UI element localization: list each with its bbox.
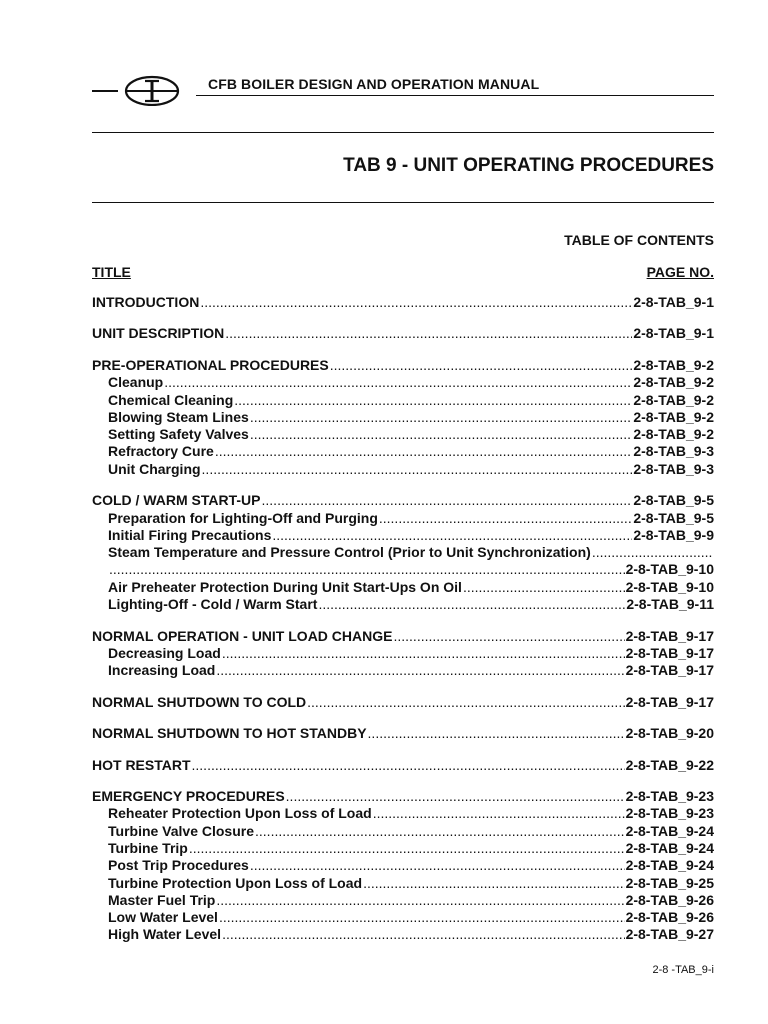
toc-entry-page: 2-8-TAB_9-24 (625, 839, 714, 856)
toc-dot-leader (330, 357, 633, 374)
toc-entry-title: EMERGENCY PROCEDURES (92, 788, 285, 805)
toc-entry-page: 2-8-TAB_9-23 (625, 788, 714, 805)
toc-entry-page: 2-8-TAB_9-2 (633, 374, 714, 391)
toc-entry-page: 2-8-TAB_9-17 (625, 662, 714, 679)
toc-entry-title: NORMAL SHUTDOWN TO COLD (92, 693, 307, 710)
toc-dot-leader (225, 325, 632, 342)
toc-entry-page: 2-8-TAB_9-2 (633, 356, 714, 373)
toc-entry-title: Post Trip Procedures (108, 857, 249, 874)
toc-entry (92, 725, 714, 742)
toc-entry-title: Lighting-Off - Cold / Warm Start (108, 596, 318, 613)
toc-entry-title: Reheater Protection Upon Loss of Load (108, 805, 372, 822)
page-header (92, 68, 714, 108)
toc-entry (92, 645, 714, 662)
toc-dot-leader (250, 426, 633, 443)
toc-dot-leader (192, 757, 625, 774)
toc-entry-page: 2-8-TAB_9-25 (625, 874, 714, 891)
toc-entry-title: Cleanup (108, 374, 164, 391)
toc-entry (92, 662, 714, 679)
toc-dot-leader (216, 892, 624, 909)
toc-entry-page: 2-8-TAB_9-5 (633, 509, 714, 526)
toc-dot-leader (222, 645, 625, 662)
toc-entry (92, 294, 714, 311)
toc-entry-title: Setting Safety Valves (108, 426, 249, 443)
toc-entry-title: Preparation for Lighting-Off and Purging (108, 509, 378, 526)
toc-entry (92, 409, 714, 426)
toc-entry (92, 461, 714, 478)
toc-entry-title: Initial Firing Precautions (108, 526, 272, 543)
toc-entry-page: 2-8-TAB_9-17 (625, 693, 714, 710)
toc-entry (92, 823, 714, 840)
toc-entry-page: 2-8-TAB_9-3 (633, 460, 714, 477)
toc-entry (92, 757, 714, 774)
toc-entry-page: 2-8-TAB_9-5 (633, 492, 714, 509)
toc-entry-page: 2-8-TAB_9-24 (625, 857, 714, 874)
toc-entry-title: High Water Level (108, 926, 222, 943)
toc-entry-title: Blowing Steam Lines (108, 408, 249, 425)
toc-entry-title: Turbine Protection Upon Loss of Load (108, 874, 363, 891)
toc-entry-page: 2-8-TAB_9-10 (625, 578, 714, 595)
toc-entry-page: 2-8-TAB_9-26 (625, 891, 714, 908)
toc-entry-title: Master Fuel Trip (108, 891, 216, 908)
toc-entry-title: Decreasing Load (108, 644, 221, 661)
toc-entry-page: 2-8-TAB_9-3 (633, 443, 714, 460)
toc-entry (92, 544, 714, 561)
toc-dot-leader (318, 596, 625, 613)
toc-dot-leader (255, 823, 625, 840)
toc-dot-leader (262, 492, 633, 509)
toc-entry-page: 2-8-TAB_9-26 (625, 909, 714, 926)
toc-entry-page: 2-8-TAB_9-17 (625, 644, 714, 661)
toc-dot-leader (109, 561, 625, 578)
toc-entry-title: HOT RESTART (92, 756, 191, 773)
toc-entry-page: 2-8-TAB_9-1 (633, 294, 714, 310)
toc-entry-page: 2-8-TAB_9-2 (633, 391, 714, 408)
toc-entry (92, 374, 714, 391)
toc-entry (92, 875, 714, 892)
toc-entry (92, 857, 714, 874)
toc-dot-leader (592, 544, 713, 561)
toc-entry (92, 392, 714, 409)
toc-dot-leader (463, 579, 625, 596)
toc-dot-leader (379, 510, 632, 527)
toc-entry (92, 510, 714, 527)
toc-entry-title: INTRODUCTION (92, 294, 200, 310)
toc-dot-leader (272, 527, 632, 544)
toc-entry-page: 2-8-TAB_9-17 (625, 627, 714, 644)
toc-entry (92, 561, 714, 578)
babcock-wilcox-logo-icon (92, 72, 184, 106)
toc-entry-page: 2-8-TAB_9-10 (625, 561, 714, 578)
toc-entry (92, 527, 714, 544)
toc-dot-leader (200, 294, 632, 311)
toc-dot-leader (250, 857, 625, 874)
toc-entry (92, 596, 714, 613)
title-top-divider (92, 132, 714, 133)
table-of-contents (92, 294, 714, 944)
toc-entry-page: 2-8-TAB_9-24 (625, 822, 714, 839)
toc-dot-leader (373, 805, 625, 822)
header-divider (196, 95, 714, 96)
toc-entry (92, 325, 714, 342)
toc-entry-title: NORMAL OPERATION - UNIT LOAD CHANGE (92, 627, 393, 644)
toc-dot-leader (189, 840, 625, 857)
toc-entry-title: PRE-OPERATIONAL PROCEDURES (92, 356, 329, 373)
toc-dot-leader (307, 694, 624, 711)
toc-entry (92, 426, 714, 443)
toc-entry (92, 492, 714, 509)
toc-dot-leader (219, 909, 625, 926)
toc-entry-page: 2-8-TAB_9-22 (625, 756, 714, 773)
page-title: TAB 9 - UNIT OPERATING PROCEDURES (343, 155, 714, 176)
toc-dot-leader (222, 926, 625, 943)
toc-dot-leader (216, 662, 624, 679)
toc-entry-title: Increasing Load (108, 662, 216, 679)
manual-title: CFB BOILER DESIGN AND OPERATION MANUAL (208, 76, 540, 92)
toc-entry (92, 443, 714, 460)
toc-entry-title: Air Preheater Protection During Unit Start-Ups On Oil (108, 578, 462, 595)
toc-entry-title: NORMAL SHUTDOWN TO HOT STANDBY (92, 725, 367, 742)
toc-entry (92, 805, 714, 822)
toc-entry (92, 840, 714, 857)
toc-entry-title: Turbine Trip (108, 839, 188, 856)
toc-entry-page: 2-8-TAB_9-9 (633, 526, 714, 543)
toc-entry (92, 628, 714, 645)
toc-entry (92, 926, 714, 943)
toc-entry-title: UNIT DESCRIPTION (92, 325, 225, 342)
toc-entry-page: 2-8-TAB_9-23 (625, 805, 714, 822)
toc-entry-page: 2-8-TAB_9-2 (633, 426, 714, 443)
toc-entry-title: Turbine Valve Closure (108, 822, 255, 839)
toc-entry (92, 909, 714, 926)
toc-dot-leader (393, 628, 624, 645)
toc-dot-leader (363, 875, 624, 892)
toc-entry (92, 357, 714, 374)
toc-dot-leader (368, 725, 625, 742)
toc-entry-page: 2-8-TAB_9-1 (633, 325, 714, 342)
toc-dot-leader (215, 443, 633, 460)
toc-dot-leader (250, 409, 633, 426)
toc-dot-leader (234, 392, 632, 409)
title-column-header: TITLE (92, 264, 131, 280)
toc-dot-leader (286, 788, 625, 805)
toc-dot-leader (202, 461, 633, 478)
toc-entry-page: 2-8-TAB_9-2 (633, 408, 714, 425)
toc-entry-page: 2-8-TAB_9-11 (626, 596, 714, 613)
toc-entry (92, 892, 714, 909)
toc-heading: TABLE OF CONTENTS (564, 232, 714, 248)
title-bottom-divider (92, 202, 714, 203)
toc-entry (92, 694, 714, 711)
toc-entry-title: Low Water Level (108, 909, 218, 926)
toc-dot-leader (164, 374, 632, 391)
toc-entry (92, 788, 714, 805)
toc-entry-title: Refractory Cure (108, 443, 214, 460)
toc-entry-title: Chemical Cleaning (108, 391, 234, 408)
toc-entry-title: Unit Charging (108, 460, 201, 477)
toc-entry-page: 2-8-TAB_9-20 (625, 725, 714, 742)
toc-entry-page: 2-8-TAB_9-27 (625, 926, 714, 943)
toc-entry (92, 579, 714, 596)
page-column-header: PAGE NO. (646, 264, 714, 280)
toc-entry-title: Steam Temperature and Pressure Control (Prior to Unit Synchronization) (108, 544, 591, 561)
page-number: 2-8 -TAB_9-i (652, 964, 714, 976)
toc-entry-title: COLD / WARM START-UP (92, 492, 261, 509)
